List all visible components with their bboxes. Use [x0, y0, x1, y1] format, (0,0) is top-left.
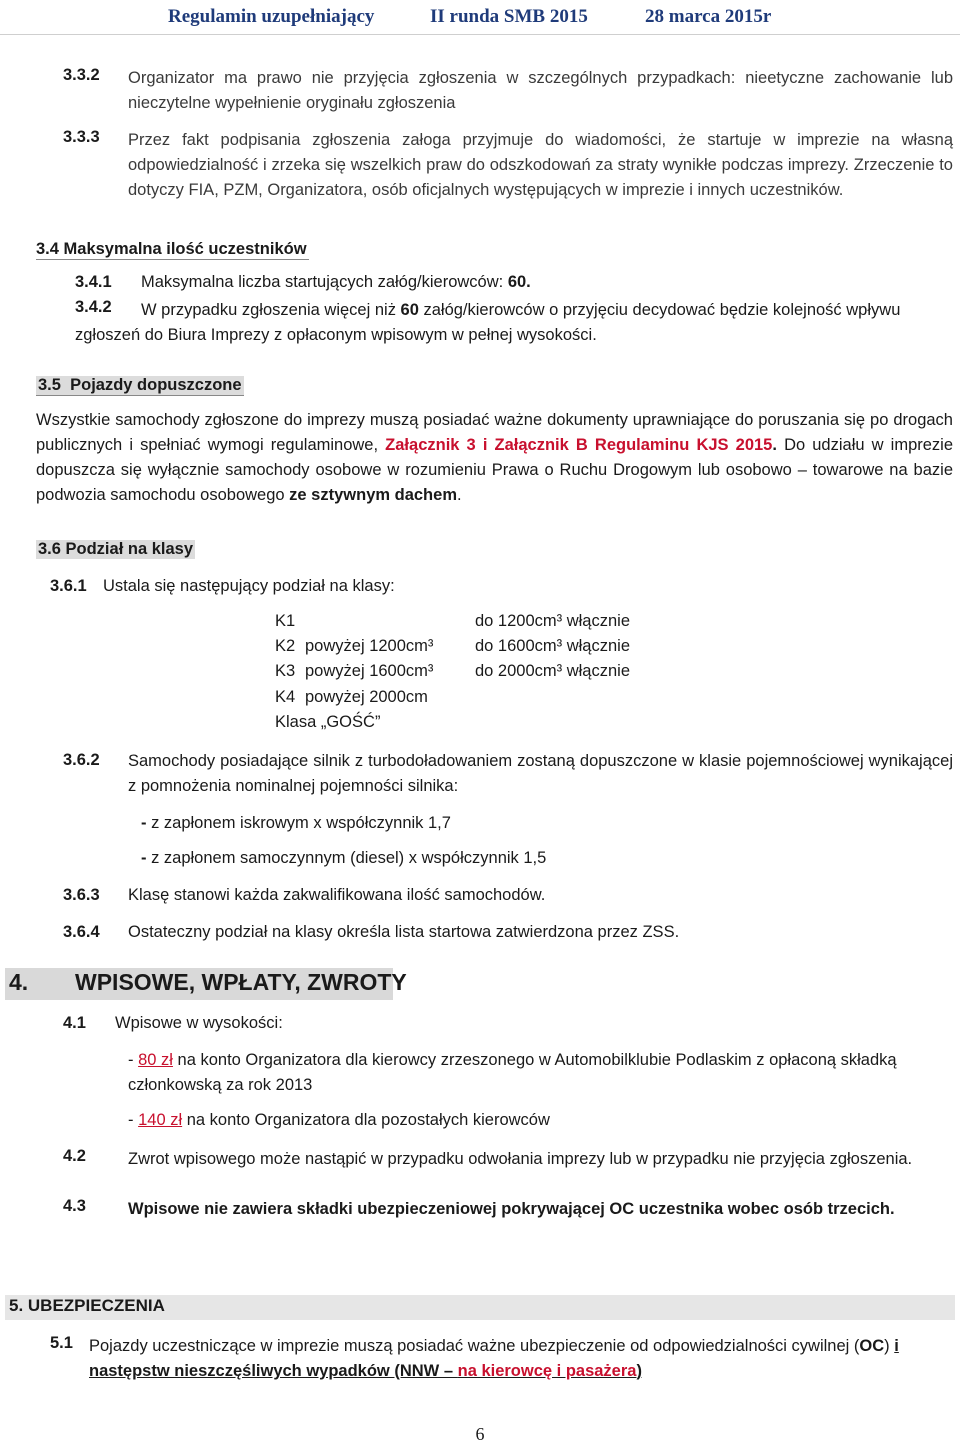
paragraph-5-1: Pojazdy uczestniczące w imprezie muszą posiadać ważne ubezpieczenie od odpowiedzialności cywilnej (OC) i następstw nieszczęśliwych wypadków (NNW – na kierowcę i pasażera)	[89, 1337, 899, 1380]
section-number: 5.1	[50, 1334, 73, 1352]
class-name-k3: K3	[275, 662, 296, 680]
paragraph-3-4-1	[141, 273, 531, 292]
paragraph-3-6-2: Samochody posiadające silnik z turbodoładowaniem zostaną dopuszczone w klasie pojemnościowej wynikającej z pomnożenia nominalnej pojemności silnika:	[128, 752, 953, 795]
paragraph-3-4-2: W przypadku zgłoszenia więcej niż 60 załóg/kierowców o przyjęciu decydować będzie kolejność wpływu zgłoszeń do Biura Imprezy z opłaconym wpisowym w pełnej wysokości.	[75, 301, 901, 344]
max-crews-text: Maksymalna liczba startujących załóg/kierowców:	[141, 273, 508, 291]
oc-abbrev: OC	[859, 1337, 885, 1355]
class-from-k2: powyżej 1200cm³	[305, 637, 434, 655]
class-range-k2: do 1600cm³ włącznie	[475, 637, 630, 655]
paragraph-3-6-1: Ustala się następujący podział na klasy:	[103, 577, 395, 595]
nnw-insurance: i następstw nieszczęśliwych wypadków (NNW – na kierowcę i pasażera)	[89, 1337, 899, 1380]
paragraph-4-2: Zwrot wpisowego może nastąpić w przypadku odwołania imprezy lub w przypadku nie przyjęcia zgłoszenia.	[128, 1150, 913, 1168]
max-crews-value: 60.	[507, 273, 531, 291]
fee-member-amount: 80 zł	[138, 1051, 173, 1069]
paragraph-3-6-3: Klasę stanowi każda zakwalifikowana ilość samochodów.	[128, 886, 546, 904]
section-heading-5: 5. UBEZPIECZENIA	[5, 1295, 955, 1320]
section-heading-3-5: 3.5 Pojazdy dopuszczone	[38, 376, 242, 394]
rigid-roof-requirement: ze sztywnym dachem	[289, 486, 457, 504]
class-range-k1: do 1200cm³ włącznie	[475, 612, 630, 630]
section-heading-3-4: 3.4 Maksymalna ilość uczestników	[36, 240, 307, 258]
fee-other: - 140 zł na konto Organizatora dla pozostałych kierowców	[128, 1111, 550, 1129]
section-number: 3.3.2	[63, 66, 100, 84]
paragraph-4-1: Wpisowe w wysokości:	[115, 1014, 283, 1032]
page-header	[0, 0, 960, 35]
class-from-k4: powyżej 2000cm	[305, 688, 428, 706]
fee-other-amount: 140 zł	[138, 1111, 183, 1129]
annex-reference: Załącznik 3 i Załącznik B Regulaminu KJS 2015	[385, 436, 773, 454]
factor-diesel: - z zapłonem samoczynnym (diesel) x współczynnik 1,5	[141, 849, 547, 867]
class-name-guest: Klasa „GOŚĆ”	[275, 713, 381, 731]
page-number: 6	[475, 1424, 485, 1444]
section-number: 4.2	[63, 1147, 86, 1165]
event-date: 28 marca 2015r	[645, 6, 772, 27]
document-title: Regulamin uzupełniający	[168, 6, 375, 27]
factor-petrol: - z zapłonem iskrowym x współczynnik 1,7	[141, 814, 451, 832]
paragraph-4-3: Wpisowe nie zawiera składki ubezpieczeniowej pokrywającej OC uczestnika wobec osób trzecich.	[128, 1200, 895, 1218]
paragraph-3-6-4: Ostateczny podział na klasy określa lista startowa zatwierdzona przez ZSS.	[128, 923, 680, 941]
class-name-k4: K4	[275, 688, 296, 706]
class-range-k3: do 2000cm³ włącznie	[475, 662, 630, 680]
section-heading-3-6: 3.6 Podział na klasy	[38, 540, 193, 558]
section-number: 3.3.3	[63, 128, 100, 146]
section-number: 3.6.4	[63, 923, 100, 941]
class-name-k1: K1	[275, 612, 296, 630]
paragraph-3-3-2: Organizator ma prawo nie przyjęcia zgłoszenia w szczególnych przypadkach: nieetyczne zachowanie lub nieczytelne wypełnienie oryginału zgłoszenia	[128, 69, 953, 112]
fee-member: - 80 zł na konto Organizatora dla kierowcy zrzeszonego w Automobilklubie Podlaskim z opłaconą składką członkowską za rok 2013	[128, 1051, 897, 1094]
section-number: 4.3	[63, 1197, 86, 1215]
event-name: II runda SMB 2015	[430, 6, 588, 27]
section-number: 3.6.3	[63, 886, 100, 904]
section-number: 3.4.2	[75, 298, 112, 316]
section-heading-4: 4. WPISOWE, WPŁATY, ZWROTY	[5, 968, 393, 1000]
section-number: 3.6.1	[50, 577, 87, 595]
paragraph-3-3-3: Przez fakt podpisania zgłoszenia załoga przyjmuje do wiadomości, że startuje w imprezie na własną odpowiedzialność i zrzeka się wszelkich praw do odszkodowań za straty wynikłe podczas imprezy. Zrzeczenie to dotyczy FIA, PZM, Organizatora, osób oficjalnych występujących w imprezie i innych uczestników.	[128, 131, 953, 199]
paragraph-3-5-vehicles: Wszystkie samochody zgłoszone do imprezy muszą posiadać ważne dokumenty uprawniające do poruszania się po drogach publicznych i spełniać wymogi regulaminowe, Załącznik 3 i Załącznik B Regulaminu KJS 2015. Do udziału w imprezie dopuszcza się wyłącznie samochody osobowe w rozumieniu Prawa o Ruchu Drogowym lub osobowo – towarowe na bazie podwozia samochodu osobowego ze sztywnym dachem.	[36, 411, 954, 504]
max-crews-value-2: 60	[400, 301, 419, 319]
section-number: 3.6.2	[63, 751, 100, 769]
class-name-k2: K2	[275, 637, 296, 655]
section-number: 3.4.1	[75, 273, 112, 291]
section-number: 4.1	[63, 1014, 86, 1032]
class-from-k3: powyżej 1600cm³	[305, 662, 434, 680]
